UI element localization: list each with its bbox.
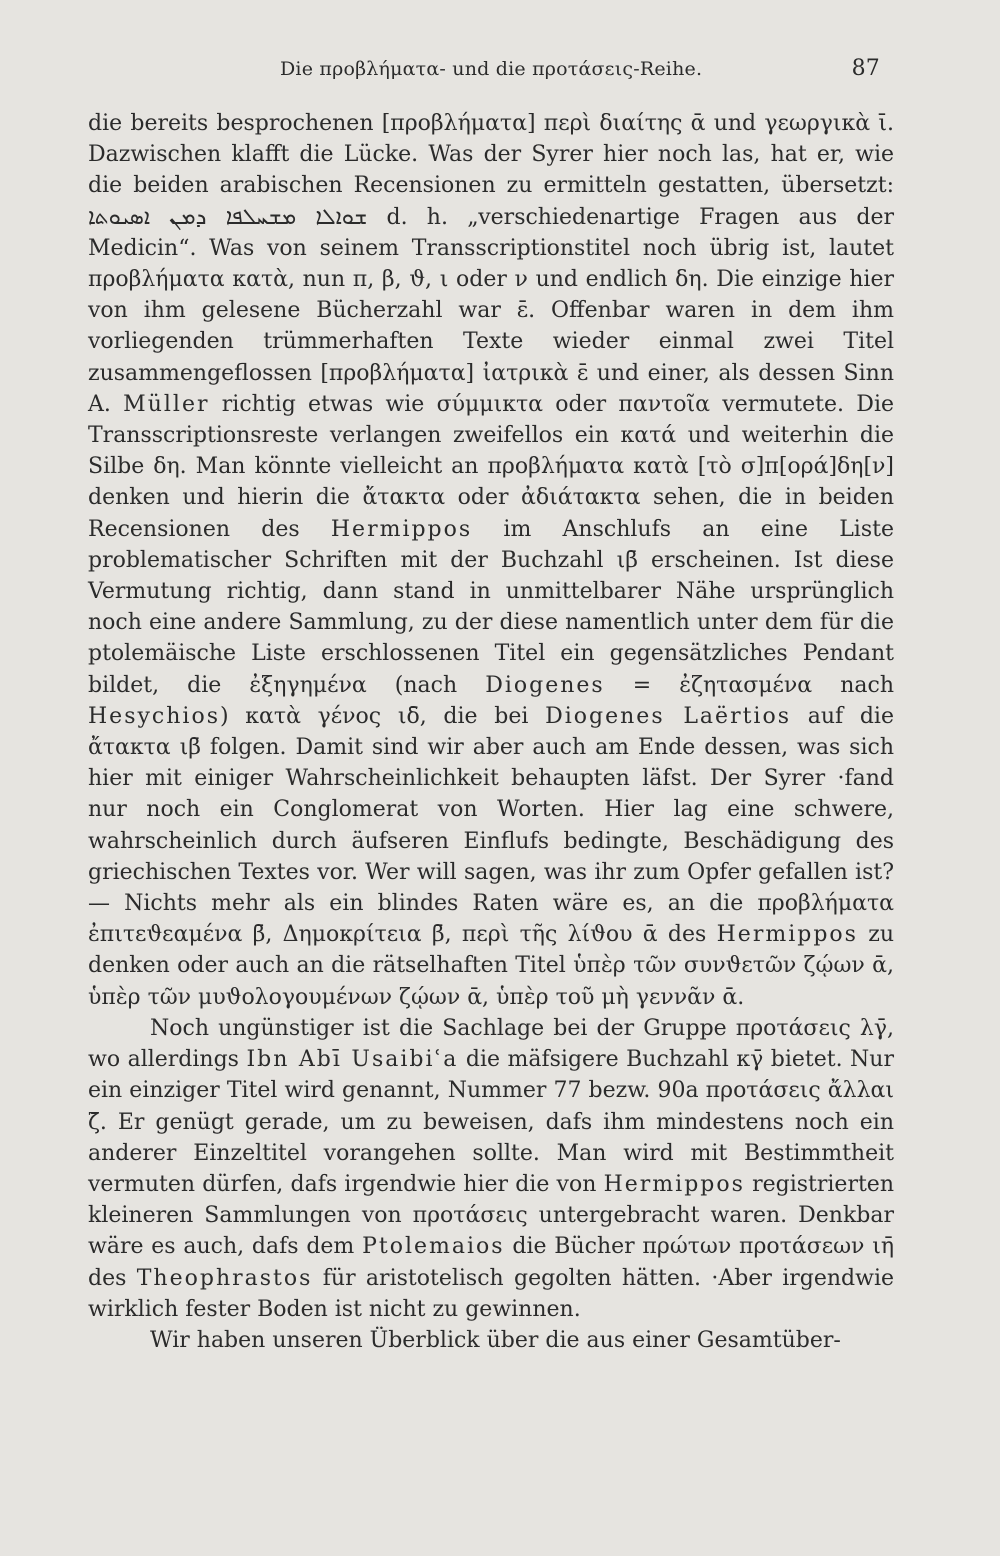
text-run: ) κατὰ γένος ιδ̄, die bei — [220, 703, 546, 729]
running-header — [90, 58, 880, 88]
text-run: , wo allerdings — [88, 1015, 894, 1073]
text-run: zu denken oder auch an die rätselhaften Titel ὑπὲρ τῶν συνϑετῶν ζῴων ᾱ, ὑπὲρ τῶν μυϑολογουμένων ζῴων ᾱ, ὑπὲρ τοῦ μὴ γεννᾶν ᾱ. — [88, 922, 895, 1010]
running-title: Die προβλήματα- und die προτάσεις-Reihe. — [280, 58, 703, 80]
paragraph-3 — [88, 1325, 894, 1356]
paragraph-1 — [88, 108, 894, 1013]
text-run: = ἐζητασμένα nach — [604, 672, 894, 698]
syriac-title: ܫܘܐܠܐ ܡܫܚܠܦܐ ܕܡܢ ܐܣܝܘܬܐ — [88, 204, 368, 230]
text-run: für aristotelisch gegolten hätten. ·Aber irgendwie wirklich fester Boden ist nicht zu gewinnen. — [88, 1265, 895, 1322]
paragraph-2 — [88, 1013, 894, 1325]
author-name: Ptolemaios — [362, 1234, 505, 1260]
author-name: Hesychios — [88, 703, 220, 729]
text-run: auf die ἄτακτα ιβ̄ folgen. Damit sind wir aber auch am Ende dessen, was sich hier mit einiger Wahrscheinlichkeit behaupten läfst. Der Syrer ·fand nur noch ein Conglomerat von Worten. Hier lag eine schwere, wahrscheinlich durch äufseren Einflufs bedingte, Beschädigung des griechischen Textes vor. Wer will sagen, was ihr zum Opfer gefallen ist? — Nichts mehr als ein blindes Raten wäre es, an die προβλήματα ἐπιτεϑεαμένα β̄, Δημοκρίτεια β̄, περὶ τῆς λίϑου ᾱ des — [88, 703, 894, 948]
text-run: die mäfsigere Buchzahl κγ̄ bietet. Nur ein einziger Titel wird genannt, Nummer 77 bezw. 90a προτάσεις ἄλλαι ζ̄. Er genügt gerade, um zu beweisen, dafs ihm mindestens noch ein anderer Einzeltitel vorangehen sollte. Man wird mit Bestimmtheit vermuten dürfen, dafs irgendwie hier die von — [88, 1047, 894, 1197]
text-run: die bereits besprochenen [προβλήματα] περὶ διαίτης ᾱ und γεωργικὰ ῑ. Dazwischen klafft die Lücke. Was der Syrer hier noch las, hat er, wie die beiden arabischen Recensionen zu ermitteln gestatten, übersetzt: — [88, 111, 894, 199]
text-run: Noch ungünstiger ist die Sachlage bei der Gruppe — [150, 1015, 736, 1041]
author-name: Müller — [123, 391, 210, 417]
author-name: Theophrastos — [136, 1265, 313, 1291]
text-run: d. h. „verschiedenartige Fragen aus der Medicin“. Was von seinem Transscriptionstitel noch übrig ist, lautet προβλήματα κατὰ, nun π, β, ϑ, ι oder ν und endlich δη. Die einzige hier von ihm gelesene Bücherzahl war ε̄. Offenbar waren in dem ihm vorliegenden trümmerhaften Texte wieder einmal zwei Titel zusammengeflossen [προβλήματα] ἰατρικὰ ε̄ und einer, als dessen Sinn A. — [88, 204, 894, 417]
author-name: Diogenes Laërtios — [545, 703, 791, 729]
text-run: Wir haben unseren Überblick über die aus einer Gesamtüber- — [150, 1327, 841, 1353]
author-name: Hermippos — [603, 1171, 745, 1197]
author-name: Hermippos — [330, 516, 473, 542]
text-run: die Bücher πρώτων προτάσεων ιη̄ des — [88, 1234, 895, 1291]
page-number: 87 — [851, 56, 880, 81]
author-name: Ibn Abī Usaibiʿa — [246, 1047, 459, 1073]
greek-term: προτάσεις λγ̄ — [735, 1015, 887, 1041]
author-name: Diogenes — [485, 672, 605, 698]
text-run: registrierten kleineren Sammlungen von προτάσεις untergebracht waren. Denkbar wäre es auch, dafs dem — [88, 1171, 894, 1260]
text-run: richtig etwas wie σύμμικτα oder παντοῖα vermutete. Die Transscriptionsreste verlangen zweifellos ein κατά und weiterhin die Silbe δη. Man könnte vielleicht an προβλήματα κατὰ [τὸ σ]π[ορά]δη[ν] denken und hierin die ἄτακτα oder ἀδιάτακτα sehen, die in beiden Recensionen des — [88, 391, 894, 542]
body-text — [88, 108, 894, 1356]
author-name: Hermippos — [716, 922, 858, 948]
text-run: im Anschlufs an eine Liste problematischer Schriften mit der Buchzahl ιβ̄ erscheinen. Ist diese Vermutung richtig, dann stand in unmittelbarer Nähe ursprünglich noch eine andere Sammlung, zu der diese namentlich unter dem für die ptolemäische Liste erschlossenen Titel ein gegensätzliches Pendant bildet, die ἐξηγημένα (nach — [88, 516, 894, 698]
